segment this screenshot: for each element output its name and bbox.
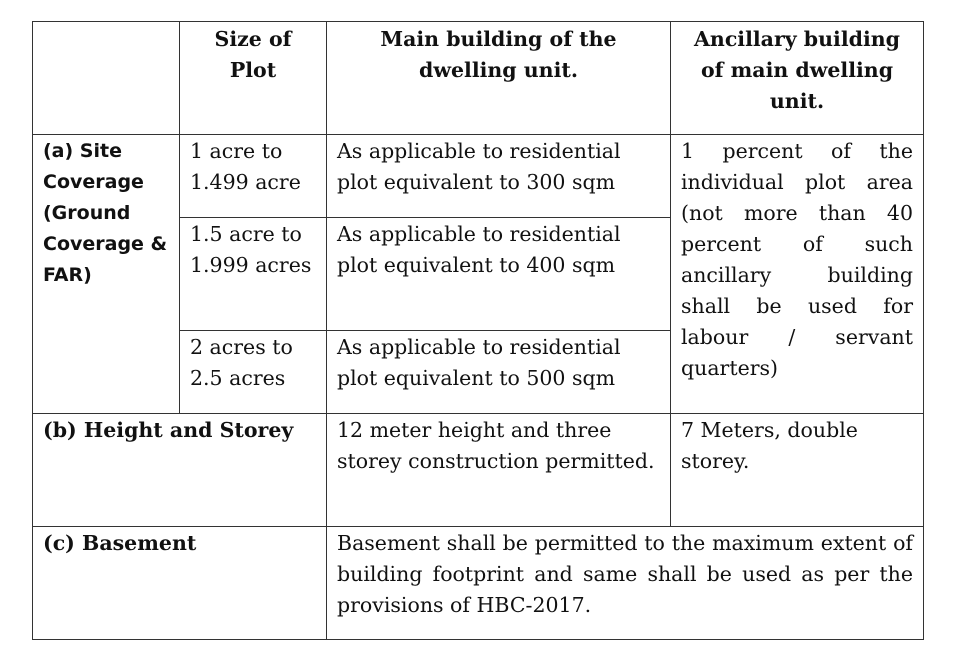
plot-size-cell: 2 acres to 2.5 acres — [180, 331, 327, 414]
header-size-of-plot: Size of Plot — [180, 22, 327, 135]
site-coverage-row-1 — [33, 135, 924, 218]
header-main-building: Main building of the dwelling unit. — [327, 22, 671, 135]
plot-size-cell: 1 acre to 1.499 acre — [180, 135, 327, 218]
plot-size-cell: 1.5 acre to 1.999 acres — [180, 218, 327, 331]
basement-text-cell: Basement shall be permitted to the maximum extent of building footprint and same shall be used as per the provisions of HBC-2017. — [327, 527, 924, 640]
main-building-cell: As applicable to residential plot equivalent to 500 sqm — [327, 331, 671, 414]
basement-row — [33, 527, 924, 640]
site-coverage-label: (a) Site Coverage (Ground Coverage & FAR) — [33, 135, 180, 414]
regulations-table — [32, 21, 924, 640]
height-storey-row — [33, 414, 924, 527]
header-ancillary-building: Ancillary building of main dwelling unit. — [671, 22, 924, 135]
height-storey-label: (b) Height and Storey — [33, 414, 327, 527]
height-ancillary-cell: 7 Meters, double storey. — [671, 414, 924, 527]
main-building-cell: As applicable to residential plot equivalent to 400 sqm — [327, 218, 671, 331]
header-blank-cell — [33, 22, 180, 135]
header-row — [33, 22, 924, 135]
basement-label: (c) Basement — [33, 527, 327, 640]
height-main-cell: 12 meter height and three storey construction permitted. — [327, 414, 671, 527]
ancillary-coverage-cell: 1 percent of the individual plot area (not more than 40 percent of such ancillary building shall be used for labour / servant quarters) — [671, 135, 924, 414]
main-building-cell: As applicable to residential plot equivalent to 300 sqm — [327, 135, 671, 218]
